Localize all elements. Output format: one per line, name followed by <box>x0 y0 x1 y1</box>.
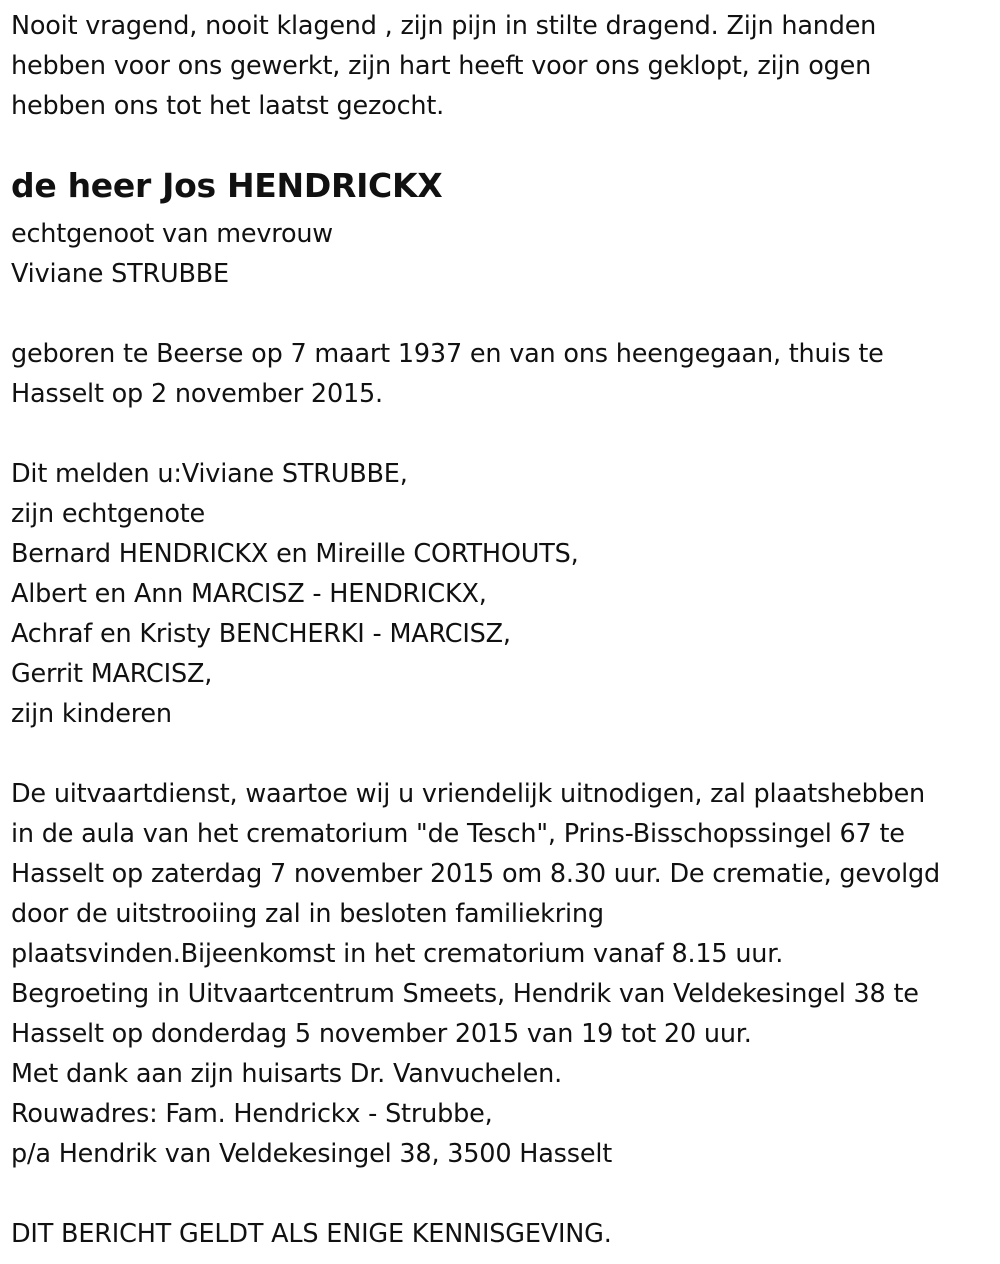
service-line: plaatsvinden.Bijeenkomst in het crematorium vanaf 8.15 uur. <box>11 939 784 969</box>
deceased-name: de heer Jos HENDRICKX <box>11 166 443 205</box>
service-line: Met dank aan zijn huisarts Dr. Vanvuchelen. <box>11 1059 562 1089</box>
service-line: Begroeting in Uitvaartcentrum Smeets, Hendrik van Veldekesingel 38 te <box>11 979 919 1009</box>
service-line: in de aula van het crematorium "de Tesch", Prins-Bisschopssingel 67 te <box>11 819 905 849</box>
spouse-section <box>11 214 333 294</box>
family-section <box>11 454 578 734</box>
service-line: Hasselt op zaterdag 7 november 2015 om 8.30 uur. De crematie, gevolgd <box>11 859 941 889</box>
intro-line: Nooit vragend, nooit klagend , zijn pijn in stilte dragend. Zijn handen <box>11 11 877 41</box>
family-line: Bernard HENDRICKX en Mireille CORTHOUTS, <box>11 539 579 569</box>
family-line: Dit melden u:Viviane STRUBBE, <box>11 459 408 489</box>
intro-poem <box>11 6 876 126</box>
spouse-line: echtgenoot van mevrouw <box>11 219 333 249</box>
family-line: Achraf en Kristy BENCHERKI - MARCISZ, <box>11 619 511 649</box>
birth-line: Hasselt op 2 november 2015. <box>11 379 383 409</box>
spouse-line: Viviane STRUBBE <box>11 259 229 289</box>
family-line: zijn kinderen <box>11 699 172 729</box>
birth-line: geboren te Beerse op 7 maart 1937 en van ons heengegaan, thuis te <box>11 339 884 369</box>
family-line: zijn echtgenote <box>11 499 206 529</box>
service-section <box>11 774 940 1174</box>
birth-death-section <box>11 334 884 414</box>
service-line: door de uitstrooiing zal in besloten familiekring <box>11 899 604 929</box>
intro-line: hebben voor ons gewerkt, zijn hart heeft voor ons geklopt, zijn ogen <box>11 51 872 81</box>
intro-line: hebben ons tot het laatst gezocht. <box>11 91 445 121</box>
service-line: p/a Hendrik van Veldekesingel 38, 3500 Hasselt <box>11 1139 613 1169</box>
notice-line: DIT BERICHT GELDT ALS ENIGE KENNISGEVING. <box>11 1219 612 1249</box>
family-line: Gerrit MARCISZ, <box>11 659 213 689</box>
service-line: De uitvaartdienst, waartoe wij u vriendelijk uitnodigen, zal plaatshebben <box>11 779 926 809</box>
service-line: Rouwadres: Fam. Hendrickx - Strubbe, <box>11 1099 493 1129</box>
service-line: Hasselt op donderdag 5 november 2015 van 19 tot 20 uur. <box>11 1019 752 1049</box>
notice-section <box>11 1214 612 1254</box>
family-line: Albert en Ann MARCISZ - HENDRICKX, <box>11 579 487 609</box>
